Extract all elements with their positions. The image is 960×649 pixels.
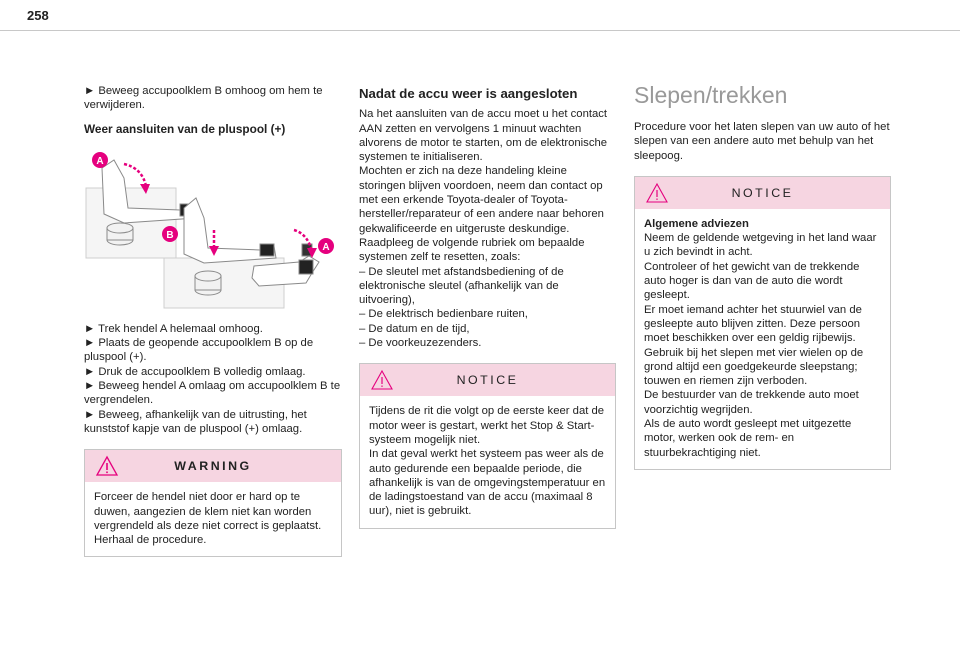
list-item: – De voorkeuzezenders. xyxy=(359,337,482,350)
column-right xyxy=(634,84,891,470)
warning-title: WARNING xyxy=(174,459,252,474)
notice-line: Neem de geldende wetgeving in het land waar u zich bevindt in acht. xyxy=(644,232,877,259)
paragraph-reset: Raadpleeg de volgende rubriek om bepaalde systemen zelf te resetten, zoals: xyxy=(359,236,585,264)
warning-triangle-icon xyxy=(95,455,119,477)
notice-triangle-icon xyxy=(645,182,669,204)
step-1: ► Trek hendel A helemaal omhoog. xyxy=(84,322,263,335)
label-b: B xyxy=(166,229,174,241)
notice-line: De bestuurder van de trekkende auto moet voorzichtig wegrijden. xyxy=(644,389,859,416)
notice-line: Er moet iemand achter het stuurwiel van de gesleepte auto blijven zitten. Deze persoon moet beschikken over een geldig rijbewijs. xyxy=(644,303,862,345)
notice-box-middle xyxy=(359,363,616,528)
warning-header xyxy=(85,450,341,482)
notice-triangle-icon xyxy=(370,369,394,391)
section-heading-after-reconnect: Nadat de accu weer is aangesloten xyxy=(359,86,578,101)
notice-text-2: In dat geval werkt het systeem pas weer als de auto gedurende een bepaalde periode, die afhankelijk is van de omgevingstemperatuur en de ladingstoestand van de accu (maximaal 8 uur), niet is gebruikt. xyxy=(369,448,606,518)
notice-title: NOTICE xyxy=(456,373,519,388)
notice-line: Controleer of het gewicht van de trekkende auto hoger is dan van de auto die wordt gesleept. xyxy=(644,260,860,302)
list-item: – De datum en de tijd, xyxy=(359,322,470,335)
column-middle xyxy=(359,84,616,529)
paragraph-malfunctions: Mochten er zich na deze handeling kleine storingen blijven voordoen, neem dan contact op met een erkende Toyota-dealer of Toyota-hersteller/reparateur of een andere naar behoren gekwalificeerde en uitgeruste deskundige. xyxy=(359,165,604,235)
label-a-second: A xyxy=(322,241,330,253)
page-number: 258 xyxy=(27,8,49,23)
paragraph-remove-clamp: ► Beweeg accupoolklem B omhoog om hem te verwijderen. xyxy=(84,85,323,112)
notice-subtitle: Algemene adviezen xyxy=(644,217,749,230)
paragraph-towing-intro: Procedure voor het laten slepen van uw auto of het slepen van een andere auto met behulp van het sleepoog. xyxy=(634,121,890,162)
page-section-title: Slepen/trekken xyxy=(634,82,788,108)
notice-line: Als de auto wordt gesleept met uitgezette motor, werken ook de rem- en stuurbekrachtiging niet. xyxy=(644,418,852,459)
notice-header xyxy=(360,364,615,396)
battery-terminal-diagram xyxy=(84,148,334,312)
label-a-first: A xyxy=(96,155,104,167)
notice-box-right xyxy=(634,176,891,470)
section-heading-reconnect: Weer aansluiten van de pluspool (+) xyxy=(84,121,286,136)
step-2: ► Plaats de geopende accupoolklem B op de pluspool (+). xyxy=(84,337,314,364)
notice-body xyxy=(635,209,890,469)
notice-title: NOTICE xyxy=(731,185,794,200)
column-left xyxy=(84,84,342,557)
notice-body xyxy=(360,396,615,527)
notice-text-1: Tijdens de rit die volgt op de eerste keer dat de motor weer is gestart, werkt het Stop & Start-systeem mogelijk niet. xyxy=(369,405,605,446)
battery-clamp-illustration xyxy=(84,148,334,312)
header-divider xyxy=(0,30,960,31)
step-4: ► Beweeg hendel A omlaag om accupoolklem B te vergrendelen. xyxy=(84,380,341,407)
step-5: ► Beweeg, afhankelijk van de uitrusting, het kunststof kapje van de pluspool (+) omlaag. xyxy=(84,408,307,435)
notice-header xyxy=(635,177,890,209)
notice-line: Gebruik bij het slepen met vier wielen op de grond altijd een goedgekeurde sleepstang; touwen en riemen zijn verboden. xyxy=(644,346,864,388)
warning-text: Forceer de hendel niet door er hard op te duwen, aangezien de klem niet kan worden vergrendeld als deze niet correct is geplaatst. Herhaal de procedure. xyxy=(94,491,322,547)
warning-box xyxy=(84,449,342,557)
step-3: ► Druk de accupoolklem B volledig omlaag. xyxy=(84,365,306,378)
warning-body xyxy=(85,482,341,556)
list-item: – De sleutel met afstandsbediening of de elektronische sleutel (afhankelijk van de uitvoering), xyxy=(359,265,564,307)
list-item: – De elektrisch bedienbare ruiten, xyxy=(359,308,528,321)
paragraph-initialize: Na het aansluiten van de accu moet u het contact AAN zetten en vervolgens 1 minuut wachten alvorens de motor te starten, om de elektronische systemen te initialiseren. xyxy=(359,108,608,164)
